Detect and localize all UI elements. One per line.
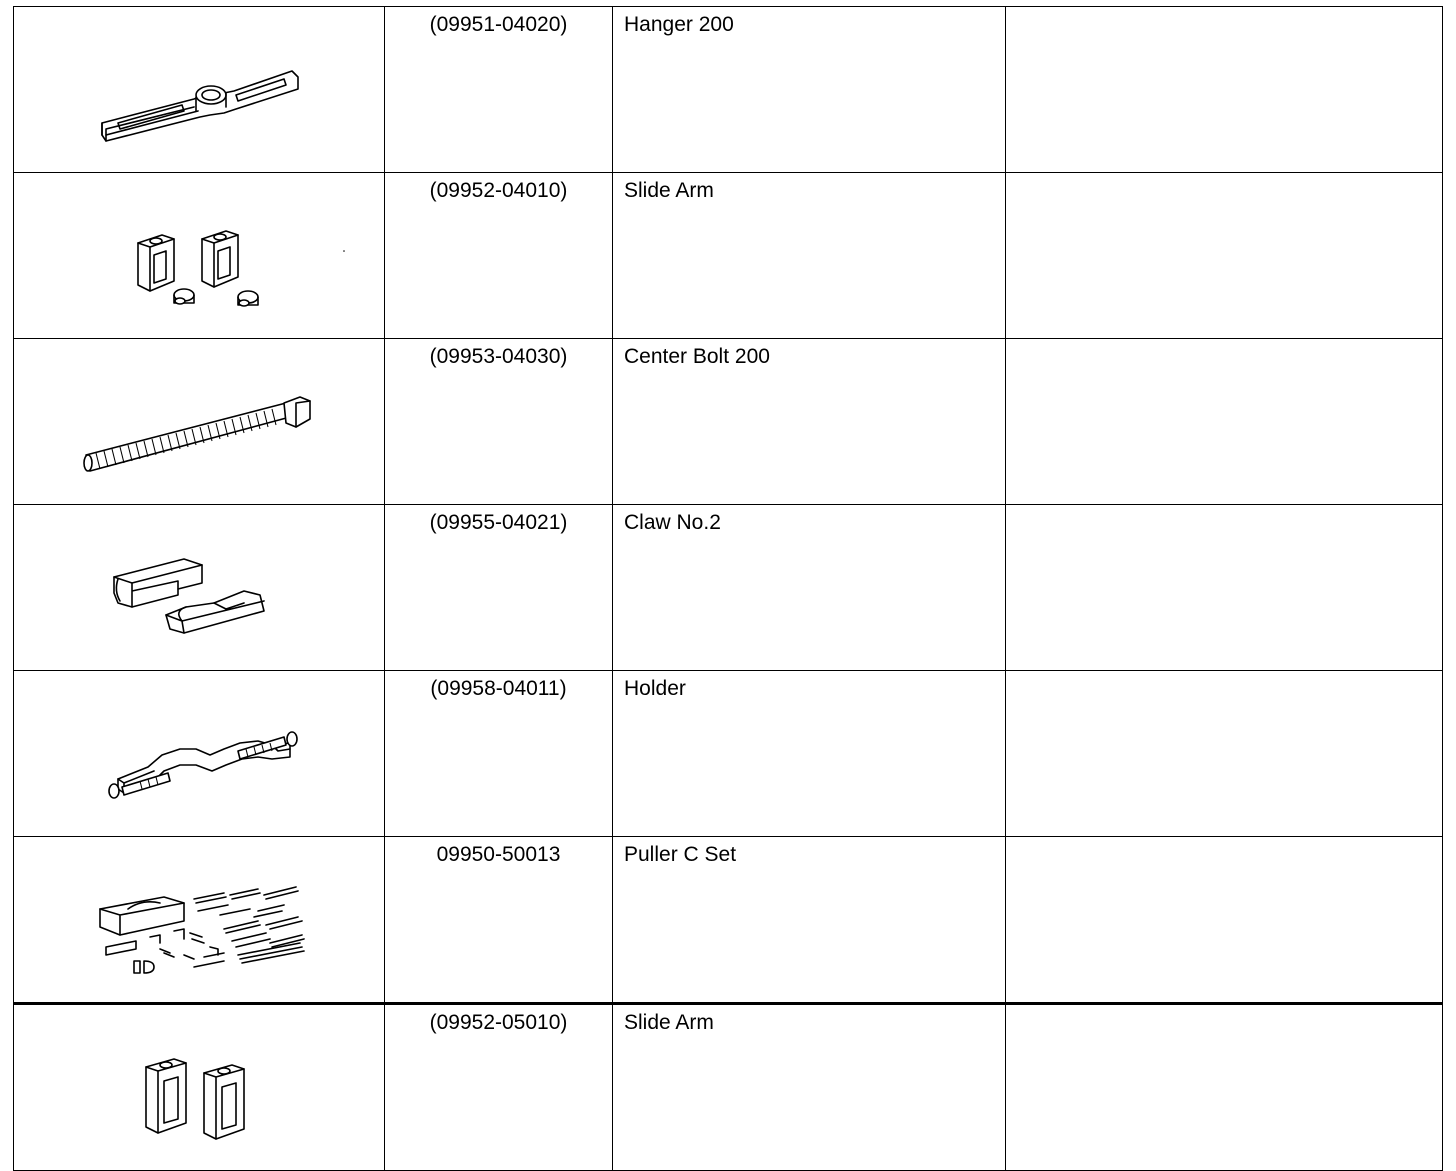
note-cell (1006, 1004, 1443, 1171)
part-number: (09958-04011) (385, 671, 613, 837)
note-cell (1006, 339, 1443, 505)
part-number: (09952-05010) (385, 1004, 613, 1171)
part-number: (09952-04010) (385, 173, 613, 339)
note-cell (1006, 173, 1443, 339)
center-bolt-icon (14, 339, 384, 498)
illustration-cell (14, 339, 385, 505)
table-row (14, 173, 1443, 339)
part-number: (09951-04020) (385, 7, 613, 173)
illustration-cell (14, 1004, 385, 1171)
table-row (14, 505, 1443, 671)
table-row (14, 339, 1443, 505)
part-number: (09953-04030) (385, 339, 613, 505)
slide-arm-icon (14, 1005, 384, 1164)
tool-name: Puller C Set (613, 837, 1006, 1004)
part-number: (09955-04021) (385, 505, 613, 671)
note-cell (1006, 7, 1443, 173)
slide-arm-icon (14, 173, 384, 332)
illustration-cell (14, 173, 385, 339)
holder-icon (14, 671, 384, 830)
note-cell (1006, 837, 1443, 1004)
puller-set-icon (14, 837, 384, 996)
note-cell (1006, 671, 1443, 837)
illustration-cell (14, 671, 385, 837)
claw-icon (14, 505, 384, 664)
tool-name: Center Bolt 200 (613, 339, 1006, 505)
tool-name: Claw No.2 (613, 505, 1006, 671)
illustration-cell (14, 505, 385, 671)
tool-name: Holder (613, 671, 1006, 837)
tool-name: Slide Arm (613, 1004, 1006, 1171)
tool-name: Hanger 200 (613, 7, 1006, 173)
note-cell (1006, 505, 1443, 671)
tool-name: Slide Arm (613, 173, 1006, 339)
table-row (14, 671, 1443, 837)
table-row (14, 837, 1443, 1004)
part-number: 09950-50013 (385, 837, 613, 1004)
illustration-cell (14, 7, 385, 173)
hanger-icon (14, 7, 384, 166)
special-tools-table (13, 6, 1443, 1171)
table-row (14, 1004, 1443, 1171)
table-row (14, 7, 1443, 173)
illustration-cell (14, 837, 385, 1004)
